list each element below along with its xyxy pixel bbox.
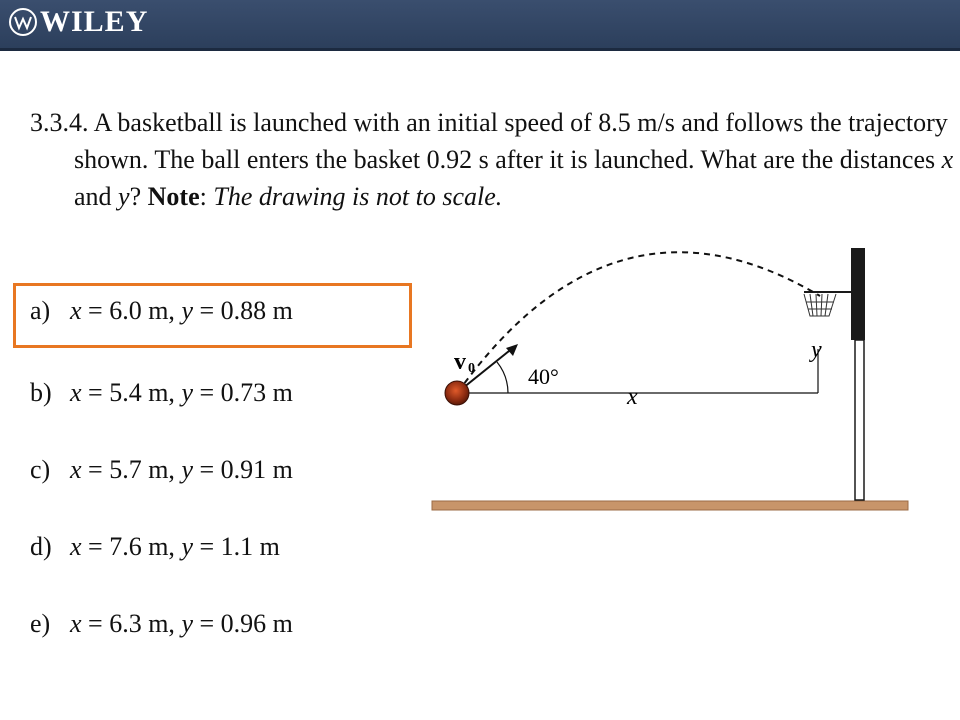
velocity-label: v: [454, 349, 466, 375]
answer-y-value: = 1.1 m: [192, 532, 280, 561]
answer-var-y: y: [181, 609, 193, 638]
question-number: 3.3.4.: [30, 108, 89, 137]
velocity-arrowhead: [506, 344, 518, 356]
header-bar: [0, 0, 960, 51]
answer-label: e): [30, 609, 51, 638]
answer-label: a): [30, 296, 51, 325]
answer-label: b): [30, 378, 52, 407]
angle-arc: [497, 362, 508, 393]
answer-label: d): [30, 532, 52, 561]
answer-var-x: x: [70, 532, 82, 561]
answer-c[interactable]: [30, 455, 293, 485]
velocity-subscript: 0: [468, 361, 475, 376]
basketball: [445, 381, 469, 405]
answer-var-y: y: [181, 296, 193, 325]
answer-var-x: x: [70, 609, 82, 638]
backboard-pole: [855, 340, 864, 500]
answer-y-value: = 0.88 m: [192, 296, 293, 325]
answer-y-value: = 0.96 m: [192, 609, 293, 638]
question-text: [30, 104, 954, 215]
answer-x-value: = 6.0 m,: [81, 296, 182, 325]
answer-e[interactable]: [30, 609, 293, 639]
answer-x-value: = 6.3 m,: [81, 609, 182, 638]
answer-d[interactable]: [30, 532, 280, 562]
wiley-logo: [8, 6, 148, 38]
var-x: x: [941, 145, 954, 174]
answer-x-value: = 5.7 m,: [81, 455, 182, 484]
answer-label: c): [30, 455, 51, 484]
backboard: [851, 248, 865, 340]
ground: [432, 501, 908, 510]
question-and: and: [74, 182, 119, 211]
answer-x-value: = 7.6 m,: [81, 532, 182, 561]
answer-y-value: = 0.91 m: [192, 455, 293, 484]
answer-var-y: y: [181, 378, 193, 407]
answer-x-value: = 5.4 m,: [81, 378, 182, 407]
answer-y-value: = 0.73 m: [192, 378, 293, 407]
note-text: The drawing is not to scale.: [213, 182, 503, 211]
brand-name: WILEY: [40, 5, 149, 38]
angle-label: 40°: [528, 364, 559, 389]
note-colon: :: [199, 182, 214, 211]
answer-b[interactable]: [30, 378, 293, 408]
y-label: y: [811, 337, 822, 363]
x-label: x: [627, 384, 638, 410]
trajectory-path: [458, 252, 820, 392]
var-y: y: [118, 182, 130, 211]
answer-var-x: x: [70, 296, 82, 325]
answer-var-y: y: [181, 455, 193, 484]
note-label: Note: [147, 182, 200, 211]
answer-var-x: x: [70, 455, 82, 484]
basket-net: [804, 294, 836, 316]
answer-var-x: x: [70, 378, 82, 407]
answer-var-y: y: [181, 532, 193, 561]
trajectory-diagram: [430, 244, 910, 524]
wiley-mark-icon: [8, 7, 38, 37]
question-body: A basketball is launched with an initial speed of 8.5 m/s and follows the trajectory shown. The ball enters the basket 0.92 s after it is launched. What are the distances: [74, 108, 948, 174]
answer-a[interactable]: [30, 296, 293, 326]
question-mark: ?: [129, 182, 148, 211]
